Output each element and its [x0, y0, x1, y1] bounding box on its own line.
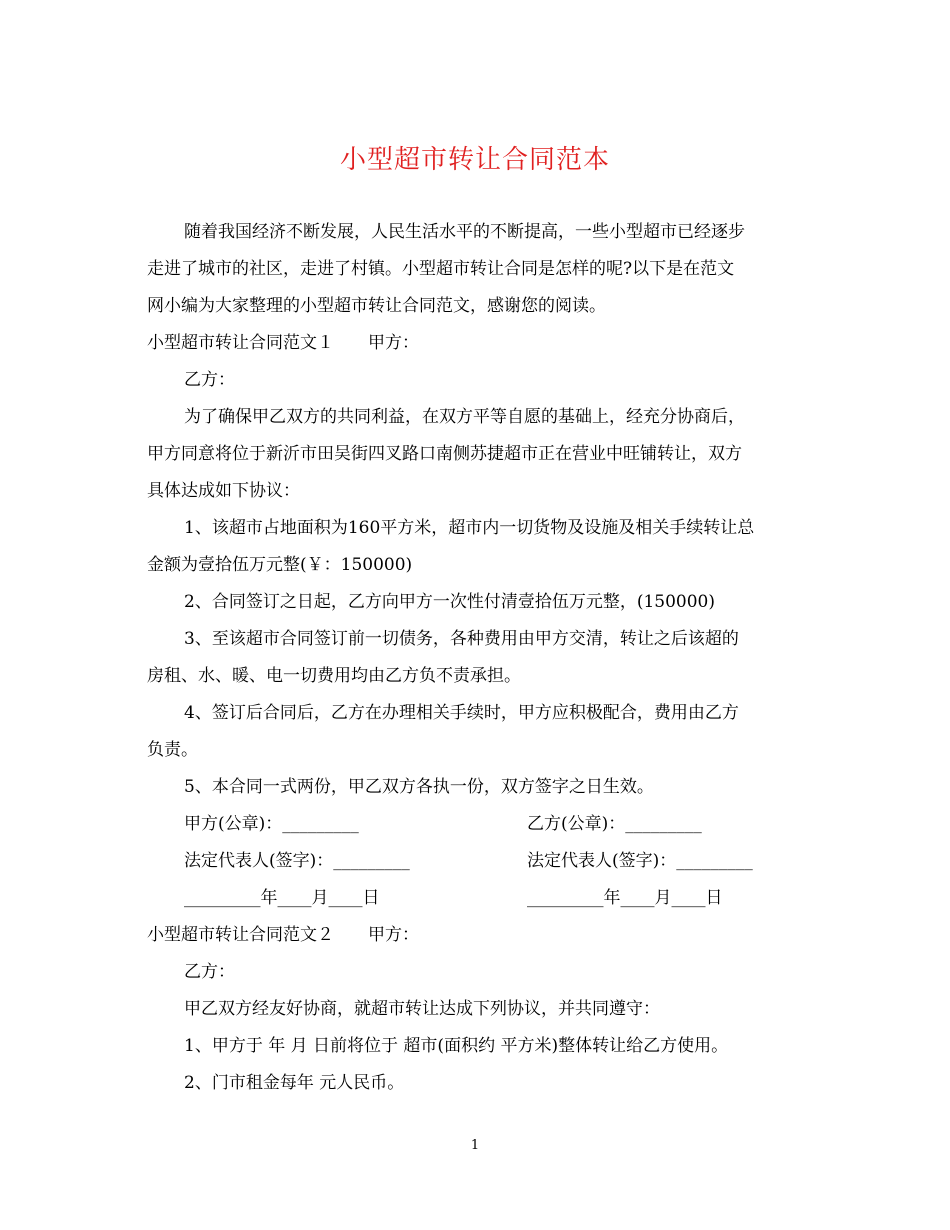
party-b-label: 乙方：: [184, 370, 235, 390]
party-a-rep-field: 法定代表人(签字)：_________: [184, 851, 410, 871]
paragraph-line: 走进了城市的社区，走进了村镇。小型超市转让合同是怎样的呢?以下是在范文: [147, 259, 735, 279]
paragraph-line: 网小编为大家整理的小型超市转让合同范文，感谢您的阅读。: [147, 296, 606, 316]
paragraph-line: 随着我国经济不断发展，人民生活水平的不断提高，一些小型超市已经逐步: [184, 222, 745, 242]
paragraph-line: 甲方同意将位于新沂市田吴街四叉路口南侧苏捷超市正在营业中旺铺转让，双方: [147, 444, 742, 464]
party-a-date-field: _________年____月____日: [184, 888, 380, 908]
clause-3-line: 房租、水、暖、电一切费用均由乙方负不责承担。: [147, 666, 521, 686]
party-b-rep-field: 法定代表人(签字)：_________: [527, 851, 753, 871]
section-heading-1: 小型超市转让合同范文１ 甲方：: [147, 333, 419, 353]
document-title: 小型超市转让合同范本: [339, 145, 610, 175]
clause-1-line: 金额为壹拾伍万元整(￥：150000): [147, 555, 413, 575]
paragraph-line: 具体达成如下协议：: [147, 481, 300, 501]
clause-4-line: 4、签订后合同后，乙方在办理相关手续时，甲方应积极配合，费用由乙方: [184, 703, 739, 723]
party-b-date-field: _________年____月____日: [527, 888, 723, 908]
clause-3-line: 3、至该超市合同签订前一切债务，各种费用由甲方交清，转让之后该超的: [184, 629, 739, 649]
clause-4-line: 负责。: [147, 740, 198, 760]
party-b-seal-field: 乙方(公章)：_________: [527, 814, 702, 834]
paragraph-line: 为了确保甲乙双方的共同利益，在双方平等自愿的基础上，经充分协商后，: [184, 407, 745, 427]
clause-1-line: 1、该超市占地面积为160平方米，超市内一切货物及设施及相关手续转让总: [184, 518, 755, 538]
party-a-seal-field: 甲方(公章)：_________: [184, 814, 359, 834]
clause-2-line: 2、门市租金每年 元人民币。: [184, 1073, 405, 1093]
clause-5-line: 5、本合同一式两份，甲乙双方各执一份，双方签字之日生效。: [184, 777, 654, 797]
clause-1-line: 1、甲方于 年 月 日前将位于 超市(面积约 平方米)整体转让给乙方使用。: [184, 1036, 729, 1056]
section-heading-2: 小型超市转让合同范文２ 甲方：: [147, 925, 419, 945]
party-b-label: 乙方：: [184, 962, 235, 982]
clause-2-line: 2、合同签订之日起，乙方向甲方一次性付清壹拾伍万元整，(150000): [184, 592, 715, 612]
paragraph-line: 甲乙双方经友好协商，就超市转让达成下列协议，并共同遵守：: [184, 999, 660, 1019]
page-number: 1: [470, 1138, 480, 1153]
